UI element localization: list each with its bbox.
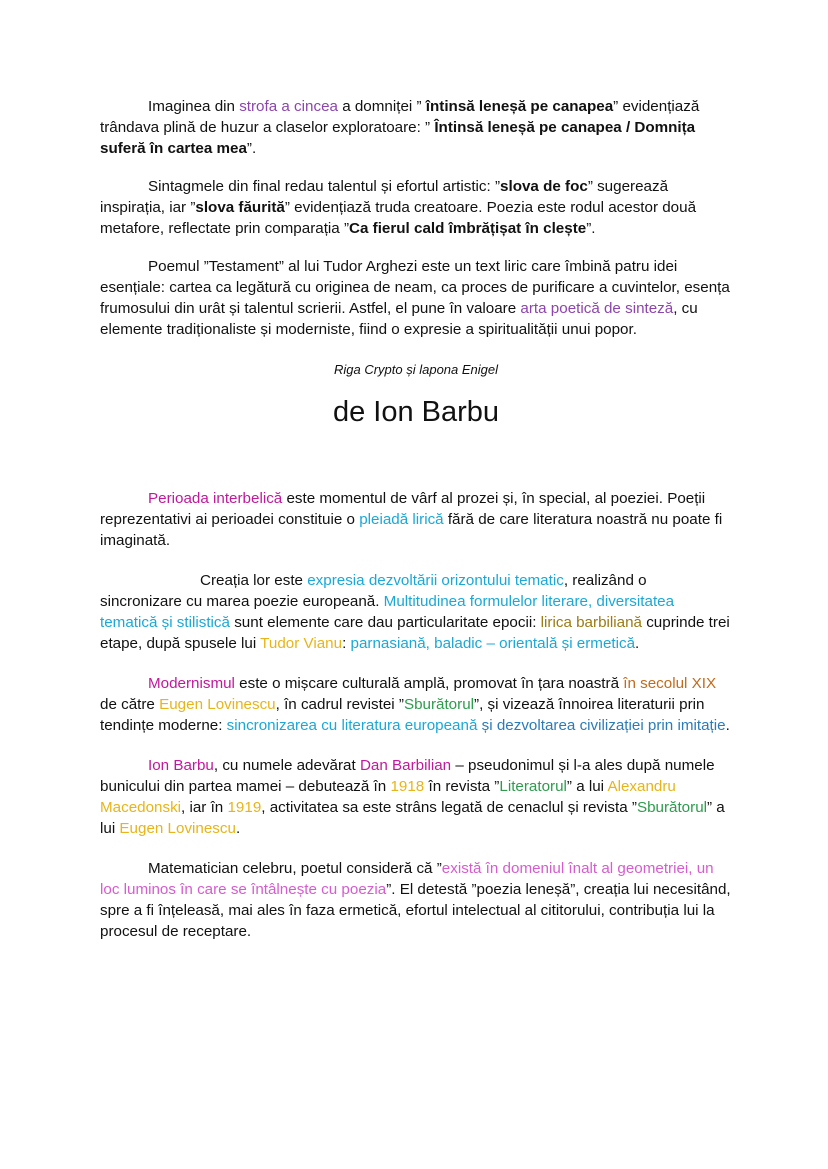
text-run: Creația lor este (200, 572, 308, 589)
highlight-sincronizarea: sincronizarea cu literatura europeană (226, 717, 478, 734)
highlight-literatorul: Literatorul (499, 778, 567, 795)
highlight-pleiada: pleiadă lirică (359, 511, 444, 528)
paragraph-creatia (100, 570, 732, 654)
text-run: . (725, 717, 730, 734)
text-run: Matematician celebru, poetul consideră că ” (148, 860, 442, 877)
text-run: , cu numele adevărat (213, 757, 360, 774)
highlight-modernismul: Modernismul (148, 675, 235, 692)
paragraph-matematician (100, 858, 732, 942)
bold-quote: întinsă leneșă pe canapea (425, 98, 614, 115)
paragraph-sintagmele (100, 176, 732, 239)
highlight-year: 1918 (390, 778, 425, 795)
highlight-arta-poetica: arta poetică de sinteză (520, 300, 674, 317)
paragraph-ion-barbu (100, 755, 732, 839)
paragraph-testament (100, 256, 732, 340)
highlight-dezvoltarea: și dezvoltarea civilizației prin imitație (481, 717, 726, 734)
document-page (100, 96, 732, 942)
highlight-secolul: în secolul XIX (623, 675, 717, 692)
highlight-lovinescu: Eugen Lovinescu (119, 820, 236, 837)
text-run: ”. (586, 220, 596, 237)
highlight-perioada: Perioada interbelică (148, 490, 283, 507)
text-run: este momentul de vârf al prozei și, în special, al poeziei. Poeții reprezentativi ai perioadei constituie o (100, 490, 706, 528)
text-run: – pseudonimul și l-a ales după numele bunicului din partea mamei – debutează în (100, 757, 715, 795)
highlight-ion-barbu: Ion Barbu (148, 757, 214, 774)
text-run: ” a lui (100, 799, 725, 837)
text-run: de către (100, 696, 160, 713)
text-run: ” evidențiază trândava plină de huzur a claselor exploratoare: ” (100, 98, 700, 136)
text-run: ” sugerează inspirația, iar ” (100, 178, 669, 216)
poem-subtitle: Riga Crypto și lapona Enigel (333, 362, 499, 377)
highlight-year: 1919 (227, 799, 262, 816)
highlight-lirica-barbiliana: lirica barbiliană (540, 614, 642, 631)
text-run: : (342, 635, 351, 652)
highlight-sburatorul: Sburătorul (636, 799, 708, 816)
text-run: ” a lui (566, 778, 608, 795)
text-run: , cu elemente tradiționaliste și moderniste, fiind o expresie a spiritualității unui popor. (100, 300, 698, 338)
text-run: . (235, 820, 241, 837)
paragraph-perioada-interbelica (100, 488, 732, 551)
bold-quote: slova făurită (195, 199, 285, 216)
text-run: Sintagmele din final redau talentul și efortul artistic: ” (148, 178, 501, 195)
text-run: ” evidențiază truda creatoare. Poezia este rodul acestor două metafore, reflectate prin comparația ” (100, 199, 697, 237)
paragraph-strofa-cincea (100, 96, 732, 159)
text-run: este o mișcare culturală amplă, promovat în țara noastră (234, 675, 624, 692)
text-run: ”. (246, 140, 257, 157)
highlight-multitudinea: Multitudinea formulelor literare, diversitatea tematică și stilistică (100, 593, 675, 631)
section-title: de Ion Barbu (332, 396, 500, 428)
text-run: ”, și vizează înnoirea literaturii prin tendințe moderne: (100, 696, 705, 734)
highlight-expresia: expresia dezvoltării orizontului tematic (307, 572, 564, 589)
text-run: a domniței ” (337, 98, 426, 115)
text-run: fără de care literatura noastră nu poate fi imaginată. (100, 511, 723, 549)
text-run: , realizând o sincronizare cu marea poezie europeană. (100, 572, 647, 610)
text-run: . (635, 635, 640, 652)
bold-quote: Ca fierul cald îmbrățișat în clește (349, 220, 587, 237)
text-run: Poemul ”Testament” al lui Tudor Arghezi este un text liric care îmbină patru idei esențiale: cartea ca legătură cu originea de neam, ca proces de purificare a cuvintelor, esența frumosului din urât și talentul scrierii. Astfel, el pune în valoare (100, 258, 730, 317)
text-run: , în cadrul revistei ” (275, 696, 404, 713)
highlight-macedonski: Alexandru Macedonski (100, 778, 676, 816)
highlight-tudor-vianu: Tudor Vianu (260, 635, 343, 652)
highlight-quote-geometrie: există în domeniul înalt al geometriei, un loc luminos în care se întâlnește cu poezia (100, 860, 714, 898)
text-run: ”. El detestă ”poezia leneșă”, creația lui necesitând, spre a fi înțeleasă, mai ales în faza ermetică, efortul intelectual al cititorului, contribuția lui la procesul de receptare. (100, 881, 731, 940)
highlight-dan-barbilian: Dan Barbilian (359, 757, 452, 774)
text-run: , activitatea sa este strâns legată de cenaclul și revista ” (261, 799, 637, 816)
highlight-sburatorul: Sburătorul (403, 696, 475, 713)
text-run: în revista ” (424, 778, 500, 795)
text-run: cuprinde trei etape, după spusele lui (100, 614, 730, 652)
highlight-strofa: strofa a cincea (239, 98, 338, 115)
text-run: , iar în (181, 799, 228, 816)
bold-quote: slova de foc (500, 178, 588, 195)
bold-quote: Întinsă leneșă pe canapea / Domnița suferă în cartea mea (100, 119, 696, 157)
paragraph-modernismul (100, 673, 732, 736)
highlight-lovinescu: Eugen Lovinescu (159, 696, 276, 713)
highlight-etape: parnasiană, baladic – orientală și ermetică (350, 635, 636, 652)
text-run: sunt elemente care dau particularitate epocii: (229, 614, 541, 631)
text-run: Imaginea din (148, 98, 240, 115)
